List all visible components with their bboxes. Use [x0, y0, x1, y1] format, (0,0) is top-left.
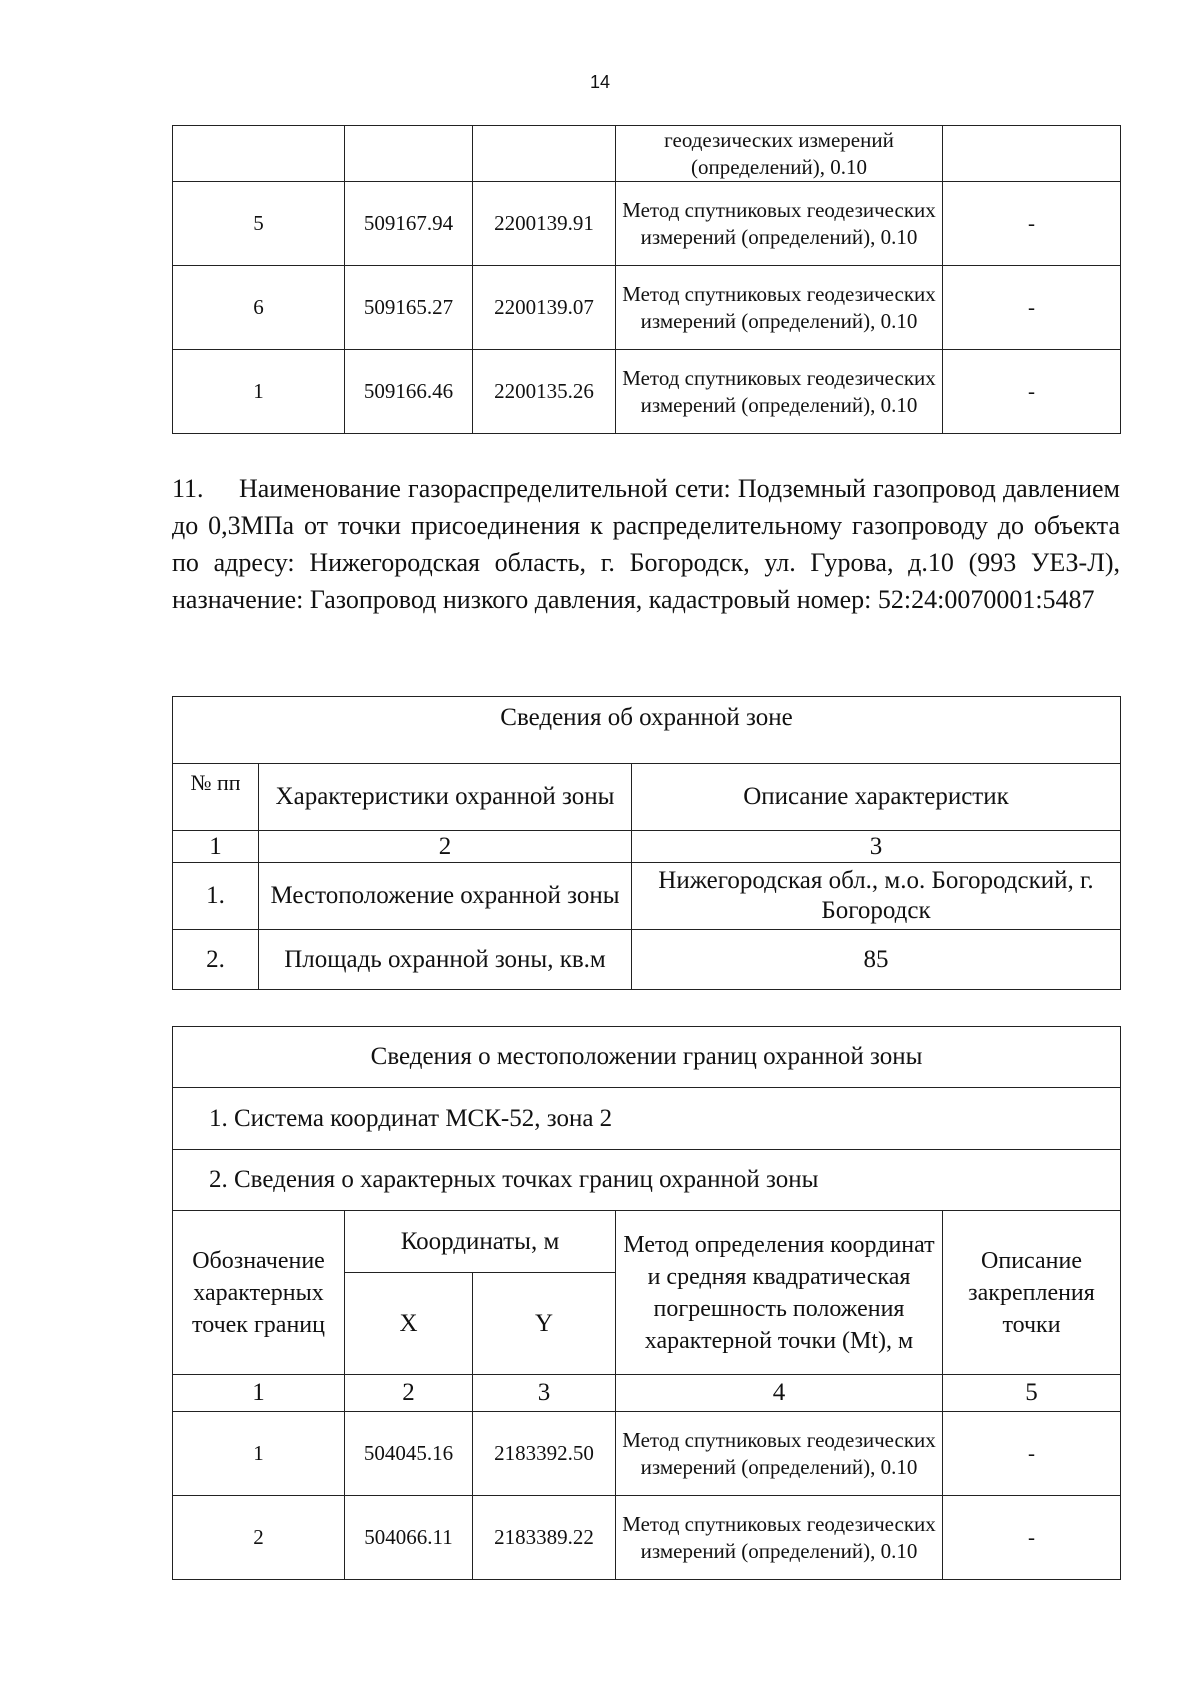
index-cell: 3 [632, 831, 1121, 863]
index-cell: 2 [259, 831, 632, 863]
header-y: Y [473, 1273, 616, 1375]
index-cell: 2 [345, 1375, 473, 1412]
header-point: Обозначение характерных точек границ [173, 1211, 345, 1375]
coordinate-system: 1. Система координат МСК-52, зона 2 [173, 1088, 1121, 1150]
y-cell: 2200139.91 [473, 182, 616, 266]
page-number: 14 [589, 72, 611, 92]
y-cell: 2200135.26 [473, 350, 616, 434]
zone-table-title: Сведения об охранной зоне [173, 697, 1121, 764]
fix-cell: - [943, 350, 1121, 434]
fix-cell: - [943, 1496, 1121, 1580]
y-cell: 2183392.50 [473, 1412, 616, 1496]
method-cell: геодезических измерений (определений), 0.10 [616, 126, 943, 182]
index-cell: 3 [473, 1375, 616, 1412]
table-row [173, 1496, 1121, 1580]
network-description-paragraph: 11. Наименование газораспределительной сети: Подземный газопровод давлением до 0,3МПа от точки присоединения к распределительному газопроводу до объекта по адресу: Нижегородская область, г. Богородск, ул. Гурова, д.10 (993 УЕЗ-Л), назначение: Газопровод низкого давления, кадастровый номер: 52:24:0070001:5487 [172, 474, 1120, 614]
index-cell: 5 [943, 1375, 1121, 1412]
x-cell: 504045.16 [345, 1412, 473, 1496]
header-method: Метод определения координат и средняя квадратическая погрешность положения характерной точки (Mt), м [616, 1211, 943, 1375]
bounds-table-title: Сведения о местоположении границ охранной зоны [173, 1027, 1121, 1088]
y-cell [473, 126, 616, 182]
method-cell: Метод спутниковых геодезических измерений (определений), 0.10 [616, 182, 943, 266]
header-num: № пп [173, 764, 259, 831]
y-cell: 2183389.22 [473, 1496, 616, 1580]
header-x: X [345, 1273, 473, 1375]
index-cell: 1 [173, 1375, 345, 1412]
x-cell: 509165.27 [345, 266, 473, 350]
header-characteristics: Характеристики охранной зоны [259, 764, 632, 831]
header-description: Описание характеристик [632, 764, 1121, 831]
table-row [173, 266, 1121, 350]
point-cell: 6 [173, 266, 345, 350]
points-section-title: 2. Сведения о характерных точках границ охранной зоны [173, 1150, 1121, 1211]
table-row [173, 126, 1121, 182]
zone-info-table [172, 696, 1121, 990]
table-row [173, 930, 1121, 990]
method-cell: Метод спутниковых геодезических измерений (определений), 0.10 [616, 350, 943, 434]
fix-cell: - [943, 1412, 1121, 1496]
method-cell: Метод спутниковых геодезических измерений (определений), 0.10 [616, 1496, 943, 1580]
point-cell: 1 [173, 1412, 345, 1496]
top-coordinates-table [172, 125, 1121, 434]
table-row [173, 1412, 1121, 1496]
fix-cell: - [943, 266, 1121, 350]
characteristic-cell: Местоположение охранной зоны [259, 863, 632, 930]
num-cell: 1. [173, 863, 259, 930]
fix-cell: - [943, 182, 1121, 266]
table-row [173, 863, 1121, 930]
method-cell: Метод спутниковых геодезических измерений (определений), 0.10 [616, 266, 943, 350]
x-cell: 509167.94 [345, 182, 473, 266]
header-fix: Описание закрепления точки [943, 1211, 1121, 1375]
point-cell [173, 126, 345, 182]
index-cell: 1 [173, 831, 259, 863]
description-cell: 85 [632, 930, 1121, 990]
index-cell: 4 [616, 1375, 943, 1412]
characteristic-cell: Площадь охранной зоны, кв.м [259, 930, 632, 990]
fix-cell [943, 126, 1121, 182]
point-cell: 1 [173, 350, 345, 434]
description-cell: Нижегородская обл., м.о. Богородский, г. Богородск [632, 863, 1121, 930]
x-cell [345, 126, 473, 182]
method-cell: Метод спутниковых геодезических измерений (определений), 0.10 [616, 1412, 943, 1496]
x-cell: 504066.11 [345, 1496, 473, 1580]
x-cell: 509166.46 [345, 350, 473, 434]
header-coordinates: Координаты, м [345, 1211, 616, 1273]
bounds-table [172, 1026, 1121, 1580]
point-cell: 5 [173, 182, 345, 266]
y-cell: 2200139.07 [473, 266, 616, 350]
table-row [173, 350, 1121, 434]
point-cell: 2 [173, 1496, 345, 1580]
table-row [173, 182, 1121, 266]
num-cell: 2. [173, 930, 259, 990]
